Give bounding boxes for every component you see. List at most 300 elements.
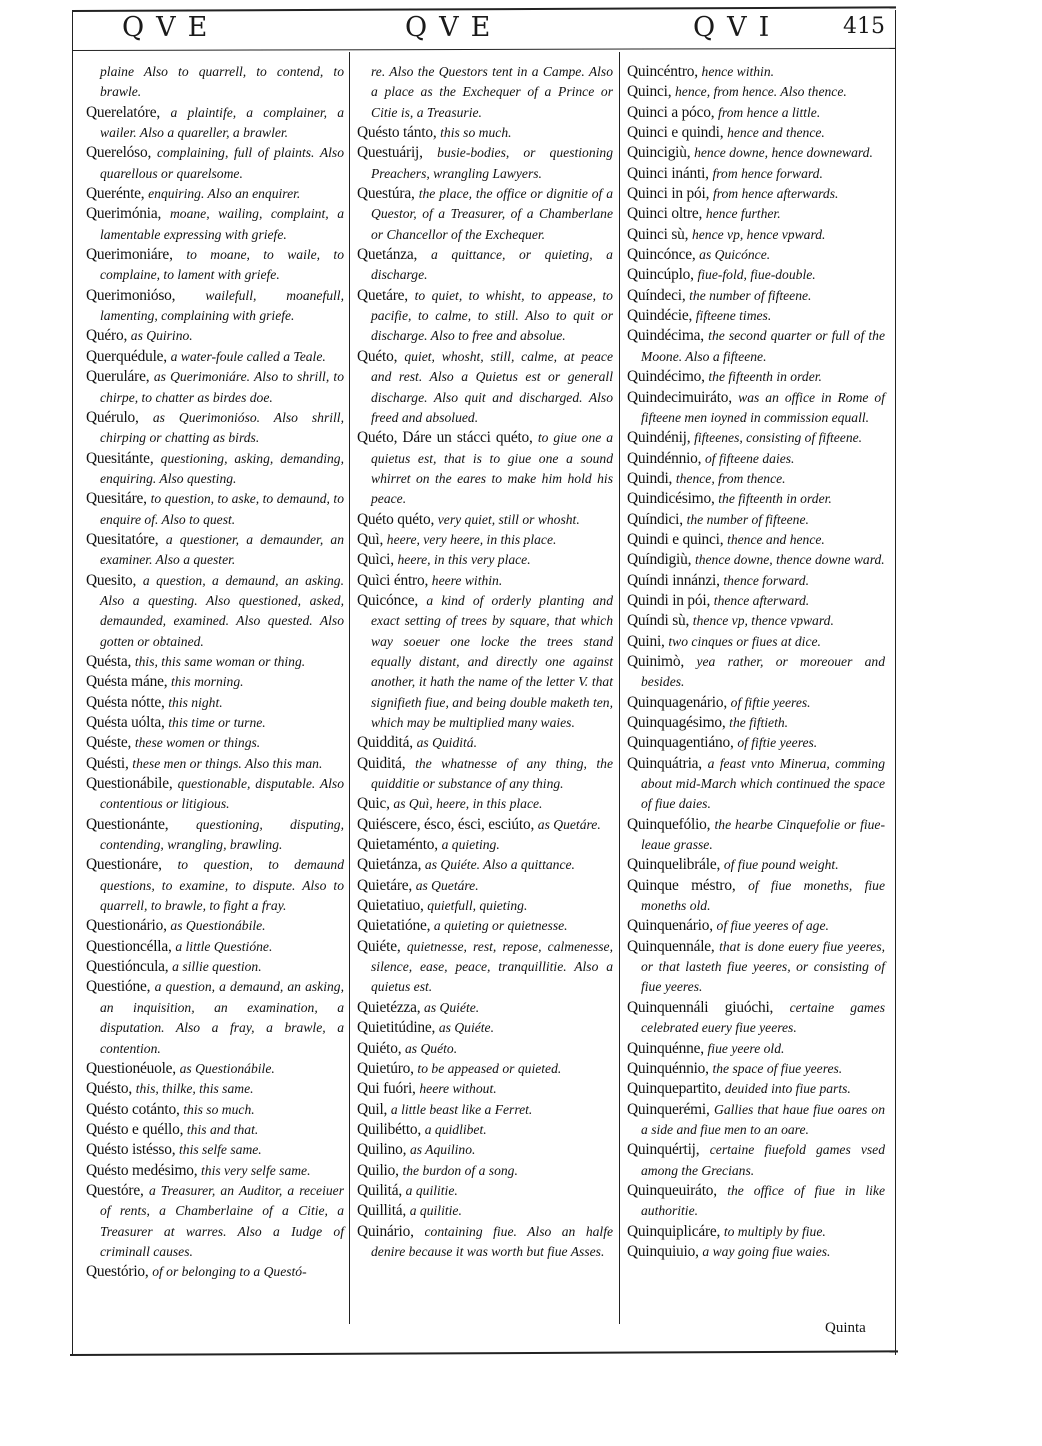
definition: a question, a demaund, an asking. Also a questing. Also questioned, asked, demaunded, examined. Also quested. Also gotten or obtained.: [100, 572, 344, 649]
headword: Quíndigiù,: [627, 551, 692, 569]
dictionary-entry: [627, 632, 885, 652]
definition: as Questionábile.: [179, 1060, 275, 1076]
dictionary-entry: [86, 286, 344, 327]
headword: Quindecimuiráto,: [627, 388, 732, 406]
dictionary-entry: [86, 1120, 344, 1140]
definition: quietfull, quieting.: [427, 898, 528, 914]
dictionary-entry: [627, 510, 885, 530]
dictionary-entry: [86, 1140, 344, 1160]
headword: Quéro,: [86, 327, 128, 345]
definition: as Querimoniáre. Also to shrill, to chirpe, to chatter as birdes doe.: [100, 369, 344, 405]
dictionary-entry: [627, 1140, 885, 1181]
dictionary-entry: [86, 143, 344, 184]
definition: certaine fiuefold games vsed among the Grecians.: [641, 1142, 885, 1178]
headword: Quinquefólio,: [627, 815, 711, 833]
headword: Quíndeci,: [627, 286, 686, 304]
headword: Quinquagenário,: [627, 693, 728, 711]
headword: Quinci oltre,: [627, 205, 703, 223]
headword: Quìci,: [357, 551, 394, 569]
definition: to giue one a quietus est, that is to giue one a sound whirret on the eares to make him hold his peace.: [371, 430, 613, 507]
definition: hence downe, hence downeward.: [694, 145, 873, 161]
headword: Quidditá,: [357, 734, 413, 752]
headword: Quetáre,: [357, 286, 408, 304]
headword: Quinci,: [627, 83, 672, 101]
definition: thence afterward.: [713, 592, 810, 608]
definition: a quilitie.: [409, 1203, 462, 1219]
dictionary-entry: [86, 62, 344, 103]
headword: Quic,: [357, 795, 390, 813]
headword: Quinquagentiáno,: [627, 734, 734, 752]
headword: Questionáre,: [86, 856, 162, 874]
dictionary-entry: [357, 937, 613, 998]
headword: Quinquennále,: [627, 937, 715, 955]
definition: this morning.: [171, 674, 244, 690]
headword: Quíndi sù,: [627, 612, 690, 630]
dictionary-entry: [86, 204, 344, 245]
dictionary-entry: [86, 754, 344, 774]
dictionary-entry: [627, 1242, 885, 1262]
headword: Quillitá,: [357, 1202, 407, 1220]
dictionary-entry: [86, 1262, 344, 1282]
definition: this, this same woman or thing.: [134, 653, 306, 669]
column-divider-right: [619, 52, 620, 1324]
dictionary-entry: [627, 388, 885, 429]
dictionary-column-1: [86, 62, 344, 1283]
definition: a sillie question.: [172, 959, 262, 975]
dictionary-entry: [357, 550, 613, 570]
dictionary-entry: [627, 286, 885, 306]
definition: as Quetáre.: [415, 877, 479, 893]
definition: the office of fiue in like authoritie.: [641, 1182, 885, 1219]
headword: Questionábile,: [86, 775, 173, 793]
headword: Quesitatóre,: [86, 530, 159, 548]
dictionary-entry: [357, 62, 613, 123]
headword: Quìci éntro,: [357, 571, 429, 589]
dictionary-entry: [627, 1100, 885, 1141]
definition: this very selfe same.: [201, 1162, 311, 1178]
dictionary-entry: [357, 733, 613, 753]
dictionary-entry: [86, 774, 344, 815]
dictionary-entry: [357, 754, 613, 795]
headword: Questionéuole,: [86, 1059, 176, 1077]
definition: a quidlibet.: [424, 1121, 487, 1137]
headword: Quilibétto,: [357, 1120, 422, 1138]
dictionary-entry: [357, 876, 613, 896]
headword: Quésta máne,: [86, 673, 168, 691]
definition: a water-foule called a Teale.: [170, 348, 326, 364]
dictionary-entry: [86, 326, 344, 346]
dictionary-entry: [86, 713, 344, 733]
headword: Quietúro,: [357, 1059, 414, 1077]
definition: as Quirino.: [130, 328, 193, 344]
definition: hence and thence.: [727, 125, 825, 141]
dictionary-entry: [357, 1018, 613, 1038]
dictionary-entry: [627, 530, 885, 550]
definition: as Quetáre.: [537, 816, 601, 832]
definition: fiue-fold, fiue-double.: [697, 267, 816, 283]
dictionary-entry: [627, 1222, 885, 1242]
headword: Quésto e quéllo,: [86, 1120, 184, 1138]
headword: Questióne,: [86, 978, 151, 996]
headword: Quíndi innánzi,: [627, 571, 720, 589]
dictionary-entry: [357, 347, 613, 428]
definition: hence further.: [705, 206, 781, 222]
headword: Quilino,: [357, 1141, 407, 1159]
definition: of fiue pound weight.: [723, 857, 839, 873]
definition: the hearbe Cinquefolie or fiue-leaue grasse.: [641, 816, 885, 853]
headword: Questóre,: [86, 1181, 144, 1199]
headword: Quéto quéto,: [357, 510, 435, 528]
headword: Quindi in pói,: [627, 591, 711, 609]
dictionary-entry: [86, 1161, 344, 1181]
dictionary-entry: [357, 1140, 613, 1160]
dictionary-entry: [86, 937, 344, 957]
headword: Quésto medésimo,: [86, 1161, 198, 1179]
dictionary-entry: [357, 794, 613, 814]
headword: Quinquenário,: [627, 917, 713, 935]
dictionary-entry: [627, 916, 885, 936]
definition: busie-bodies, or questioning Preachers, wrangling Lawyers.: [371, 145, 613, 181]
dictionary-entry: [627, 652, 885, 693]
headword: Quini,: [627, 632, 665, 650]
dictionary-entry: [86, 693, 344, 713]
definition: plaine Also to quarrell, to contend, to brawle.: [100, 64, 344, 100]
dictionary-entry: [627, 815, 885, 856]
dictionary-entry: [357, 1079, 613, 1099]
running-head-center: QVE: [405, 12, 503, 43]
definition: this time or turne.: [168, 715, 266, 730]
definition: as Querimonióso. Also shrill, chirping or chatting as birds.: [100, 409, 344, 446]
definition: a little Questióne.: [175, 938, 273, 954]
headword: Questuárij,: [357, 144, 423, 162]
dictionary-entry: [86, 1059, 344, 1079]
headword: Quiéto,: [357, 1039, 402, 1057]
definition: thence downe, thence downe ward.: [694, 552, 885, 568]
headword: Quincónce,: [627, 246, 696, 264]
headword: Quésta nótte,: [86, 693, 165, 711]
definition: as Aquilino.: [409, 1142, 476, 1158]
definition: of fiue yeeres of age.: [716, 918, 829, 934]
headword: Questioncélla,: [86, 937, 172, 955]
dictionary-entry: [627, 123, 885, 143]
headword: Quiéte,: [357, 937, 401, 955]
headword: Quì,: [357, 530, 384, 548]
definition: the second quarter or full of the Moone. Also a fifteene.: [641, 328, 885, 364]
definition: a quieting.: [441, 837, 500, 853]
definition: this and that.: [186, 1121, 259, 1137]
definition: this night.: [168, 694, 223, 710]
headword: Quietánza,: [357, 856, 422, 874]
headword: Querelóso,: [86, 144, 152, 162]
definition: complaining, full of plaints. Also quarellous or quarelsome.: [100, 145, 344, 181]
definition: fiue yeere old.: [707, 1040, 785, 1056]
dictionary-entry: [357, 835, 613, 855]
definition: as Quiéte.: [424, 999, 480, 1015]
definition: this so much.: [183, 1101, 255, 1117]
definition: of fiftie yeeres.: [730, 694, 811, 710]
definition: a questioner, a demaunder, an examiner. Also a quester.: [100, 531, 344, 568]
definition: of fiue moneths, fiue moneths old.: [641, 877, 886, 914]
definition: the number of fifteene.: [686, 511, 809, 527]
dictionary-entry: [627, 489, 885, 509]
dictionary-entry: [627, 449, 885, 469]
definition: the burdon of a song.: [402, 1162, 518, 1178]
headword: Quéto,: [357, 347, 398, 365]
headword: Quinquiplicáre,: [627, 1222, 721, 1240]
dictionary-entry: [357, 1161, 613, 1181]
definition: as Quéto.: [405, 1040, 458, 1056]
definition: of fifteene daies.: [704, 450, 795, 466]
headword: Quéto, Dáre un stácci quéto,: [357, 429, 533, 447]
definition: moane, wailing, complaint, a lamentable expressing with griefe.: [100, 206, 344, 242]
definition: a kind of orderly planting and exact setting of trees by square, that which way soeuer one locke the trees stand equally distant, and directly one against another, it hath the name of the letter V. that signifieth fiue, and being double maketh ten, which may be multiplied many waies.: [371, 592, 613, 730]
headword: Quinquénnio,: [627, 1059, 709, 1077]
headword: Quindicésimo,: [627, 490, 715, 508]
dictionary-entry: [86, 571, 344, 652]
dictionary-entry: [627, 306, 885, 326]
definition: from hence a little.: [718, 104, 821, 120]
dictionary-entry: [86, 184, 344, 204]
definition: the place, the office or dignitie of a Questor, of a Treasurer, of a Chamberlane or Chancellor of the Exchequer.: [371, 186, 613, 242]
headword: Quindi,: [627, 469, 673, 487]
dictionary-entry: [357, 998, 613, 1018]
definition: questioning, asking, demanding, enquiring. Also questing.: [100, 450, 344, 486]
definition: as Quiditá.: [416, 735, 477, 751]
definition: to quiet, to whisht, to appease, to pacifie, to calme, to still. Also to quit or discharge. Also to free and absolue.: [371, 287, 613, 344]
dictionary-entry: [86, 733, 344, 753]
dictionary-entry: [86, 1181, 344, 1262]
definition: heere within.: [431, 572, 503, 588]
headword: Quinquelibrále,: [627, 856, 721, 874]
definition: certaine games celebrated euery fiue yeeres.: [641, 999, 886, 1036]
headword: Quésto tánto,: [357, 124, 437, 142]
definition: to moane, to waile, to complaine, to lament with griefe.: [100, 247, 344, 283]
definition: the fifteenth in order.: [718, 491, 832, 507]
headword: Quinimò,: [627, 652, 684, 670]
dictionary-entry: [86, 672, 344, 692]
dictionary-entry: [86, 957, 344, 977]
definition: questionable, disputable. Also contentious or litigious.: [100, 776, 344, 812]
running-head-right: QVI: [693, 12, 782, 43]
headword: Quiéscere, ésco, ésci, esciúto,: [357, 815, 535, 833]
headword: Querimónia,: [86, 205, 162, 223]
dictionary-entry: [627, 225, 885, 245]
dictionary-entry: [627, 876, 885, 917]
dictionary-entry: [627, 1039, 885, 1059]
headword: Quinquiuio,: [627, 1242, 699, 1260]
definition: a little beast like a Ferret.: [390, 1101, 533, 1117]
headword: Quinquértij,: [627, 1141, 700, 1159]
dictionary-entry: [627, 326, 885, 367]
headword: Quietatióne,: [357, 917, 431, 935]
headword: Quinci sù,: [627, 225, 689, 243]
dictionary-entry: [627, 367, 885, 387]
dictionary-entry: [86, 449, 344, 490]
definition: this selfe same.: [179, 1142, 262, 1158]
dictionary-column-2: [357, 62, 613, 1262]
dictionary-entry: [357, 123, 613, 143]
dictionary-entry: [357, 184, 613, 245]
dictionary-entry: [357, 1100, 613, 1120]
headword: Quetánza,: [357, 246, 418, 264]
dictionary-entry: [357, 916, 613, 936]
headword: Quéste,: [86, 734, 132, 752]
dictionary-entry: [86, 1079, 344, 1099]
dictionary-entry: [627, 855, 885, 875]
dictionary-entry: [627, 82, 885, 102]
definition: of or belonging to a Questó-: [152, 1264, 307, 1280]
dictionary-entry: [86, 347, 344, 367]
definition: heere, very heere, in this place.: [386, 531, 557, 547]
definition: fifteenes, consisting of fifteene.: [694, 430, 863, 446]
dictionary-entry: [86, 916, 344, 936]
headword: Quindénij,: [627, 429, 691, 447]
dictionary-entry: [627, 469, 885, 489]
definition: a feast vnto Minerua, comming about mid-March which continued the space of fiue daies.: [641, 755, 885, 812]
dictionary-entry: [86, 530, 344, 571]
headword: Quincigiù,: [627, 144, 691, 162]
definition: fifteene times.: [695, 308, 772, 324]
definition: a quittance, or quieting, a discharge.: [371, 247, 613, 283]
dictionary-entry: [627, 204, 885, 224]
headword: Quil,: [357, 1100, 388, 1118]
dictionary-entry: [86, 489, 344, 530]
dictionary-column-3: [627, 62, 885, 1262]
dictionary-entry: [627, 1181, 885, 1222]
headword: Questionário,: [86, 917, 167, 935]
dictionary-entry: [86, 1100, 344, 1120]
headword: Quérulo,: [86, 408, 139, 426]
dictionary-entry: [357, 1222, 613, 1263]
catchword: Quinta: [825, 1320, 866, 1336]
headword: Quietáre,: [357, 876, 413, 894]
dictionary-entry: [357, 1181, 613, 1201]
dictionary-entry: [357, 896, 613, 916]
definition: a plaintife, a complainer, a wailer. Also a quareller, a brawler.: [100, 104, 344, 141]
headword: Questúra,: [357, 185, 415, 203]
dictionary-entry: [357, 1039, 613, 1059]
definition: was an office in Rome of fifteene men ioyned in commission equall.: [641, 389, 885, 425]
headword: Quiditá,: [357, 754, 406, 772]
definition: Gallies that haue fiue oares on a side and fiue men to an oare.: [641, 1101, 885, 1137]
headword: Quicónce,: [357, 591, 419, 609]
headword: Quinque méstro,: [627, 876, 736, 894]
dictionary-entry: [357, 815, 613, 835]
definition: hence within.: [701, 64, 775, 79]
dictionary-entry: [627, 713, 885, 733]
definition: as Quicónce.: [699, 247, 771, 263]
definition: these women or things.: [134, 735, 261, 751]
dictionary-entry: [357, 510, 613, 530]
dictionary-entry: [627, 62, 885, 82]
headword: Questório,: [86, 1263, 149, 1281]
dictionary-entry: [357, 1201, 613, 1221]
dictionary-entry: [357, 591, 613, 733]
dictionary-entry: [627, 693, 885, 713]
headword: Quesito,: [86, 571, 137, 589]
headword: Questióncula,: [86, 958, 169, 976]
definition: two cinques or fiues at dice.: [668, 633, 821, 649]
definition: as Quiéte.: [438, 1020, 494, 1036]
dictionary-entry: [627, 103, 885, 123]
definition: a question, a demaund, an asking, an inquisition, an examination, a disputation. Also a fray, a brawle, a contention.: [100, 979, 344, 1056]
headword: Quilio,: [357, 1161, 399, 1179]
headword: Quindi e quinci,: [627, 530, 724, 548]
dictionary-entry: [357, 530, 613, 550]
headword: Quietaménto,: [357, 836, 438, 854]
headword: Quinqueuiráto,: [627, 1181, 717, 1199]
definition: heere, in this very place.: [397, 552, 531, 568]
definition: questioning, disputing, contending, wrangling, brawling.: [100, 816, 344, 853]
dictionary-entry: [86, 367, 344, 408]
headword: Quésto istésso,: [86, 1141, 176, 1159]
page-number: 415: [843, 14, 885, 39]
headword: Quincéntro,: [627, 63, 698, 80]
definition: a quilitie.: [405, 1182, 458, 1198]
definition: a way going fiue waies.: [702, 1243, 831, 1259]
dictionary-entry: [627, 754, 885, 815]
headword: Quinquerémi,: [627, 1100, 710, 1118]
dictionary-entry: [357, 286, 613, 347]
dictionary-entry: [627, 184, 885, 204]
definition: wailefull, moanefull, lamenting, complaining with griefe.: [100, 287, 344, 324]
headword: Quincúplo,: [627, 266, 694, 284]
headword: Quinci e quindi,: [627, 124, 724, 142]
column-divider-left: [349, 52, 350, 1324]
dictionary-entry: [627, 143, 885, 163]
definition: to be appeased or quieted.: [417, 1060, 562, 1076]
definition: heere without.: [419, 1081, 497, 1097]
headword: Quíndici,: [627, 510, 683, 528]
headword: Quindécie,: [627, 307, 693, 325]
definition: the space of fiue yeeres.: [712, 1060, 843, 1076]
dictionary-entry: [627, 1059, 885, 1079]
headword: Quinci inánti,: [627, 164, 709, 182]
definition: quietnesse, rest, repose, calmenesse, silence, ease, peace, tranquillitie. Also a quietus est.: [371, 938, 613, 995]
headword: Quinquennáli giuóchi,: [627, 998, 774, 1016]
headword: Questionánte,: [86, 815, 169, 833]
definition: as Questionábile.: [170, 918, 266, 934]
definition: the fiftieth.: [729, 715, 789, 730]
dictionary-entry: [357, 1059, 613, 1079]
definition: to multiply by fiue.: [723, 1223, 826, 1239]
headword: Quésto cotánto,: [86, 1100, 180, 1118]
dictionary-entry: [627, 164, 885, 184]
headword: Quésto,: [86, 1080, 133, 1098]
headword: Quésti,: [86, 754, 129, 772]
headword: Quinário,: [357, 1222, 414, 1240]
dictionary-entry: [86, 855, 344, 916]
headword: Quesitánte,: [86, 449, 154, 467]
headword: Querimonióso,: [86, 286, 176, 304]
definition: the number of fifteene.: [689, 287, 812, 303]
dictionary-entry: [627, 611, 885, 631]
dictionary-entry: [86, 815, 344, 856]
definition: re. Also the Questors tent in a Campe. Also a place as the Exchequer of a Prince or Citie is, a Treasurie.: [371, 64, 613, 120]
dictionary-entry: [86, 245, 344, 286]
headword: Queruláre,: [86, 368, 150, 386]
dictionary-entry: [357, 855, 613, 875]
dictionary-entry: [627, 937, 885, 998]
definition: from hence forward.: [712, 165, 823, 181]
dictionary-entry: [357, 571, 613, 591]
headword: Quinci in pói,: [627, 185, 710, 203]
definition: hence, from hence. Also thence.: [675, 84, 847, 100]
definition: these men or things. Also this man.: [132, 755, 323, 771]
headword: Quésta uólta,: [86, 714, 165, 731]
dictionary-entry: [627, 1079, 885, 1099]
definition: enquiring. Also an enquirer.: [148, 186, 301, 202]
